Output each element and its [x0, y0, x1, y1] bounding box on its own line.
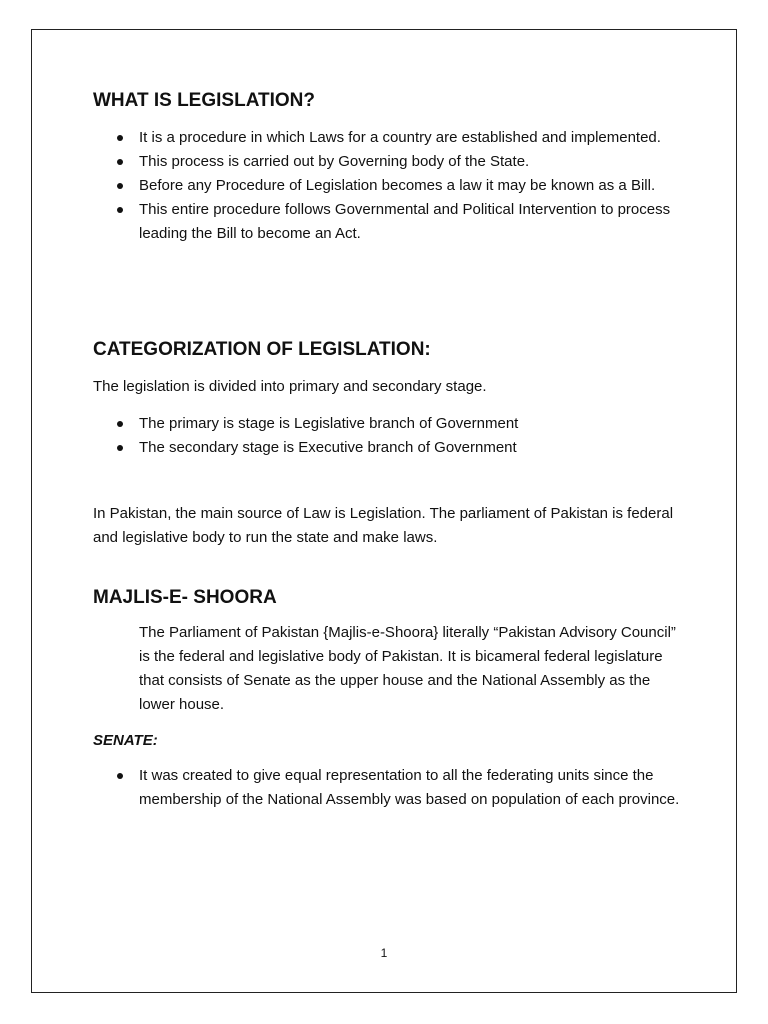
list-item: This process is carried out by Governing body of the State. — [139, 150, 683, 174]
list-item: The primary is stage is Legislative branch of Government — [139, 412, 683, 436]
pakistan-law-paragraph: In Pakistan, the main source of Law is Legislation. The parliament of Pakistan is federal and legislative body to run the state and make laws. — [93, 505, 674, 546]
categorization-intro: The legislation is divided into primary and secondary stage. — [93, 378, 487, 395]
heading-what-is-legislation: WHAT IS LEGISLATION? — [93, 90, 315, 111]
list-item: This entire procedure follows Governmental and Political Intervention to process leading the Bill to become an Act. — [139, 198, 683, 246]
list-item: Before any Procedure of Legislation becomes a law it may be known as a Bill. — [139, 174, 683, 198]
parliament-paragraph: The Parliament of Pakistan {Majlis-e-Shoora} literally “Pakistan Advisory Council” is the federal and legislative body of Pakistan. It is bicameral federal legislature that consists of Senate as the upper house and the National Assembly as the lower house. — [139, 624, 676, 713]
heading-categorization: CATEGORIZATION OF LEGISLATION: — [93, 339, 431, 360]
legislation-definition-list — [93, 126, 683, 246]
list-item: It was created to give equal representation to all the federating units since the membership of the National Assembly was based on population of each province. — [139, 764, 683, 812]
list-item: It is a procedure in which Laws for a country are established and implemented. — [139, 126, 683, 150]
document-body — [93, 88, 683, 812]
heading-majlis-e-shoora: MAJLIS-E- SHOORA — [93, 587, 277, 608]
senate-subheading: SENATE: — [93, 732, 158, 749]
list-item: The secondary stage is Executive branch of Government — [139, 436, 683, 460]
categorization-list — [93, 412, 683, 460]
page-number: 1 — [380, 946, 388, 960]
senate-list — [93, 764, 683, 812]
